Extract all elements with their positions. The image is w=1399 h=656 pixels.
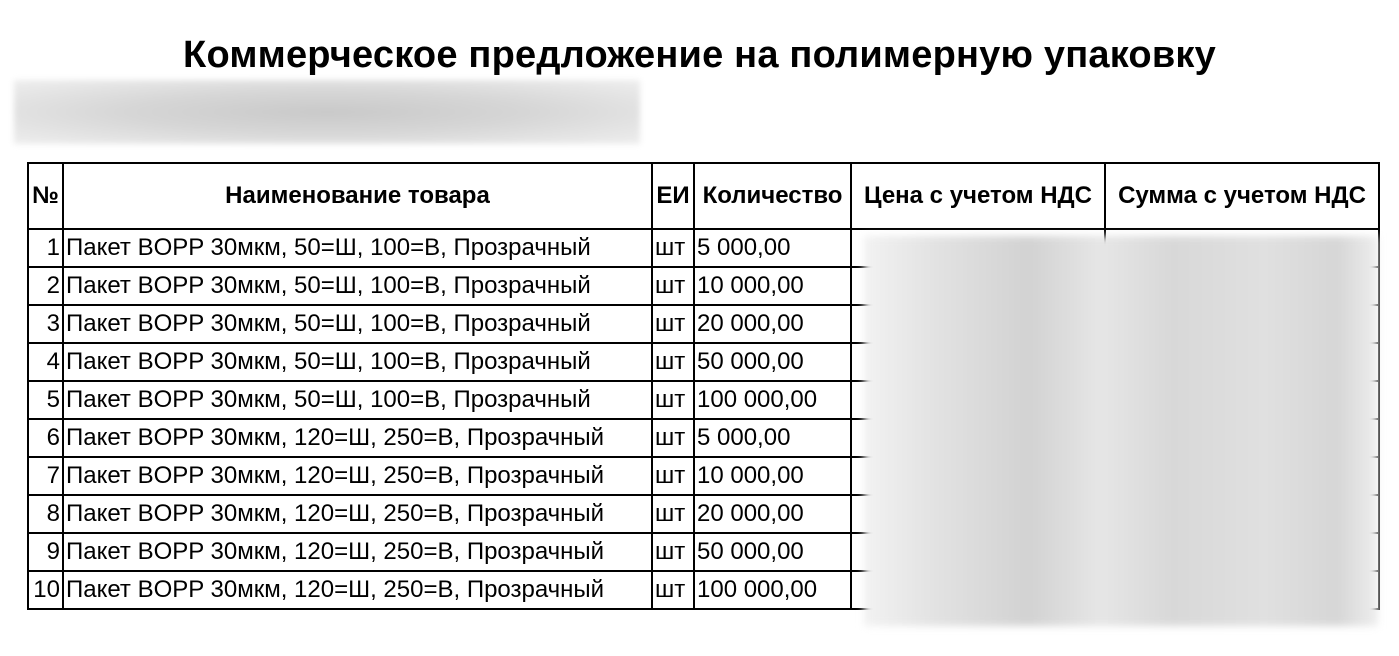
quantity-cell: 20 000,00 xyxy=(694,305,851,343)
quantity-cell: 5 000,00 xyxy=(694,419,851,457)
unit-cell: шт xyxy=(652,305,694,343)
row-num-cell: 9 xyxy=(28,533,63,571)
product-name-cell: Пакет BOPP 30мкм, 120=Ш, 250=В, Прозрачный xyxy=(63,457,652,495)
product-name-cell: Пакет BOPP 30мкм, 50=Ш, 100=В, Прозрачный xyxy=(63,267,652,305)
quantity-cell: 10 000,00 xyxy=(694,457,851,495)
quantity-cell: 100 000,00 xyxy=(694,571,851,609)
redacted-prices xyxy=(864,236,1378,626)
unit-cell: шт xyxy=(652,267,694,305)
quantity-cell: 20 000,00 xyxy=(694,495,851,533)
unit-cell: шт xyxy=(652,495,694,533)
product-name-cell: Пакет BOPP 30мкм, 50=Ш, 100=В, Прозрачный xyxy=(63,229,652,267)
unit-cell: шт xyxy=(652,229,694,267)
row-num-cell: 6 xyxy=(28,419,63,457)
product-name-cell: Пакет BOPP 30мкм, 50=Ш, 100=В, Прозрачный xyxy=(63,343,652,381)
row-num-cell: 1 xyxy=(28,229,63,267)
product-name-cell: Пакет BOPP 30мкм, 120=Ш, 250=В, Прозрачный xyxy=(63,533,652,571)
row-num-cell: 2 xyxy=(28,267,63,305)
header-num: № xyxy=(28,163,63,229)
product-name-cell: Пакет BOPP 30мкм, 120=Ш, 250=В, Прозрачный xyxy=(63,419,652,457)
quantity-cell: 10 000,00 xyxy=(694,267,851,305)
quantity-cell: 50 000,00 xyxy=(694,343,851,381)
document-title: Коммерческое предложение на полимерную упаковку xyxy=(183,34,1216,76)
row-num-cell: 8 xyxy=(28,495,63,533)
unit-cell: шт xyxy=(652,571,694,609)
table-header-row xyxy=(28,163,1379,229)
quantity-cell: 100 000,00 xyxy=(694,381,851,419)
product-name-cell: Пакет BOPP 30мкм, 50=Ш, 100=В, Прозрачный xyxy=(63,381,652,419)
quantity-cell: 5 000,00 xyxy=(694,229,851,267)
unit-cell: шт xyxy=(652,381,694,419)
unit-cell: шт xyxy=(652,457,694,495)
row-num-cell: 7 xyxy=(28,457,63,495)
header-qty: Количество xyxy=(694,163,851,229)
row-num-cell: 3 xyxy=(28,305,63,343)
row-num-cell: 10 xyxy=(28,571,63,609)
row-num-cell: 5 xyxy=(28,381,63,419)
product-name-cell: Пакет BOPP 30мкм, 120=Ш, 250=В, Прозрачный xyxy=(63,571,652,609)
unit-cell: шт xyxy=(652,343,694,381)
header-sum: Сумма с учетом НДС xyxy=(1105,163,1379,229)
quantity-cell: 50 000,00 xyxy=(694,533,851,571)
row-num-cell: 4 xyxy=(28,343,63,381)
header-price: Цена с учетом НДС xyxy=(851,163,1105,229)
header-unit: ЕИ xyxy=(652,163,694,229)
redacted-company-info xyxy=(14,80,640,144)
header-name: Наименование товара xyxy=(63,163,652,229)
product-name-cell: Пакет BOPP 30мкм, 120=Ш, 250=В, Прозрачный xyxy=(63,495,652,533)
product-name-cell: Пакет BOPP 30мкм, 50=Ш, 100=В, Прозрачный xyxy=(63,305,652,343)
unit-cell: шт xyxy=(652,533,694,571)
unit-cell: шт xyxy=(652,419,694,457)
